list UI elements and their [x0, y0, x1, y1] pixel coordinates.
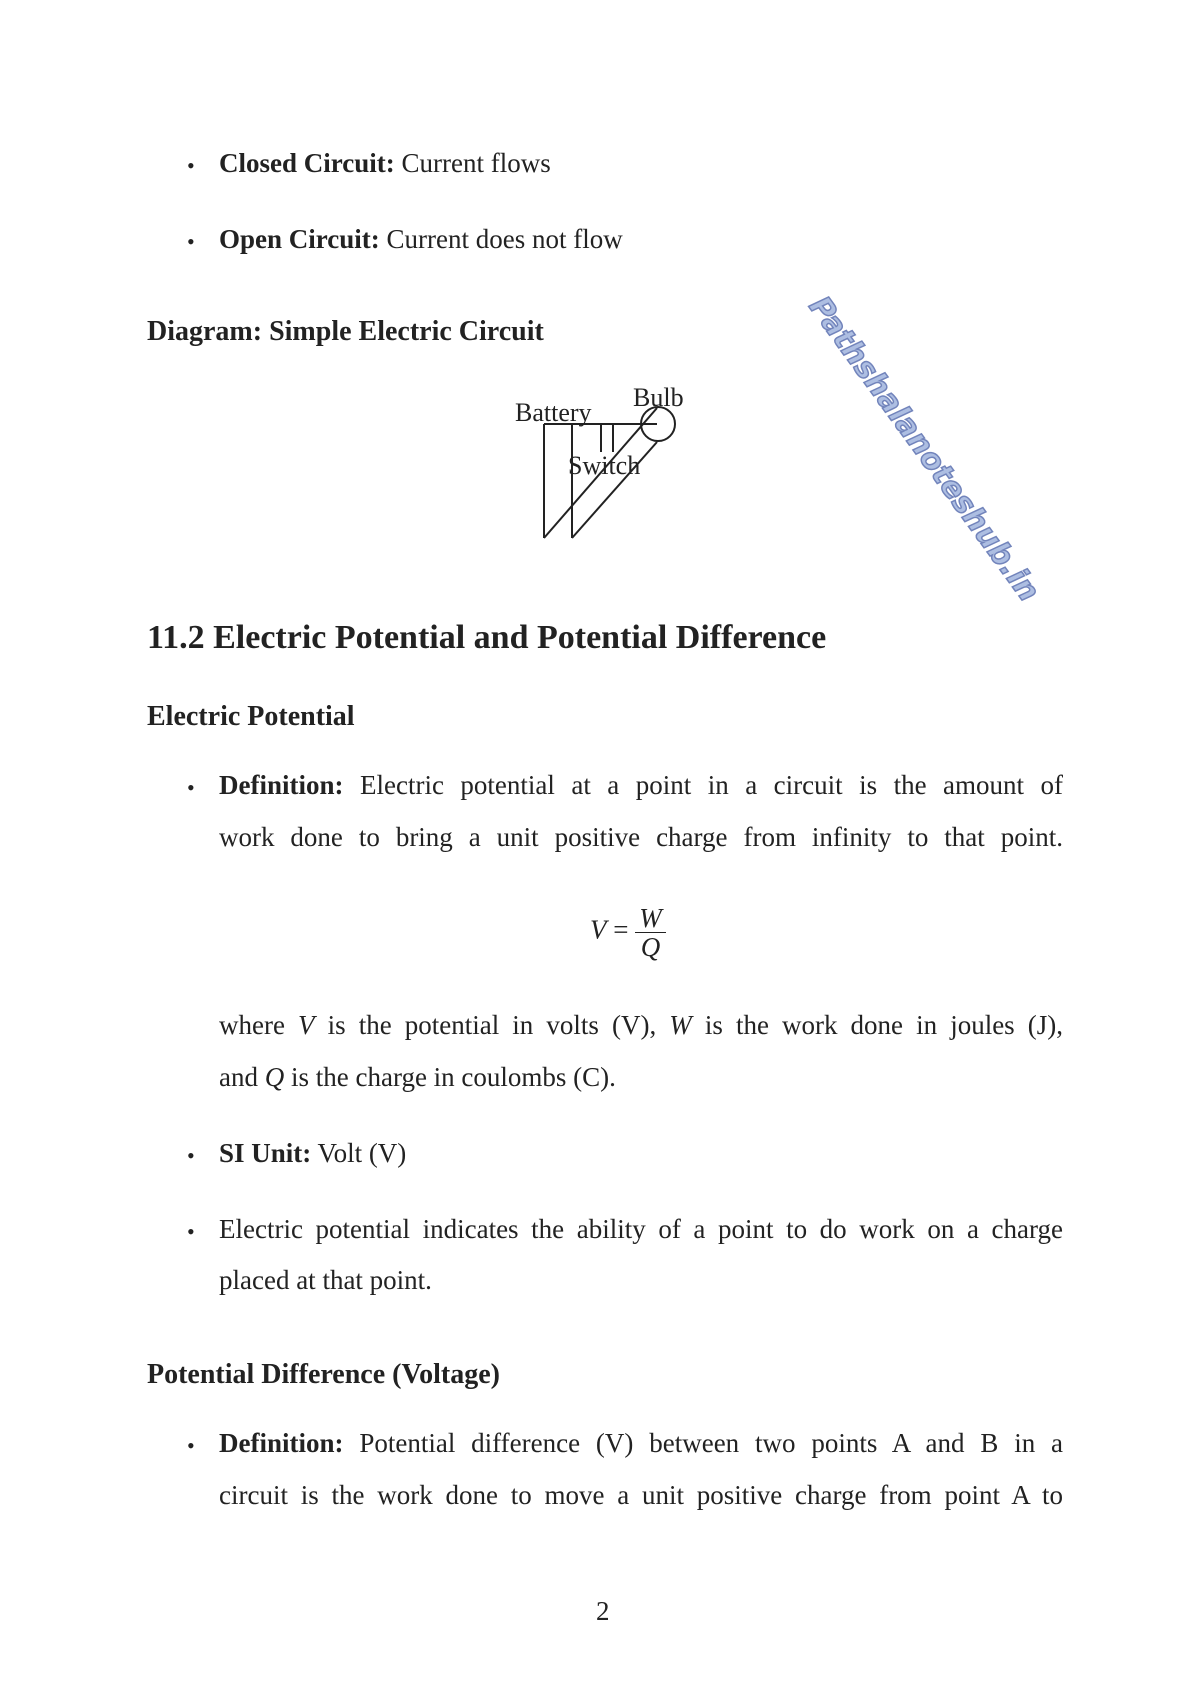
page-number: 2	[596, 1596, 610, 1626]
subsection-heading: Potential Difference (Voltage)	[147, 1359, 500, 1390]
t: Q	[264, 1062, 285, 1092]
definition-line: circuit is the work done to move a unit positive charge from point A to	[219, 1480, 1063, 1510]
definition-line: work done to bring a unit positive charge from infinity to that point.	[219, 822, 1063, 852]
denominator: Q	[640, 932, 661, 962]
t: V	[298, 1010, 315, 1040]
text: Electric potential at a point in a circuit is the amount of	[359, 770, 1064, 800]
subsection-heading: Electric Potential	[147, 701, 355, 732]
battery-label: Battery	[515, 398, 592, 427]
term: Closed Circuit:	[219, 148, 395, 178]
list-item-cont: placed at that point.	[219, 1265, 432, 1295]
bullet-icon: •	[187, 1219, 195, 1244]
term: Definition:	[219, 1428, 344, 1458]
term: SI Unit:	[219, 1138, 312, 1168]
circuit-diagram	[0, 0, 1200, 600]
diagram-heading: Diagram: Simple Electric Circuit	[147, 316, 544, 347]
list-item	[219, 1138, 406, 1169]
bullet-icon: •	[187, 1143, 195, 1168]
item-text: Volt (V)	[317, 1138, 407, 1168]
item-text: Current does not flow	[386, 224, 623, 254]
bullet-icon: •	[187, 1433, 195, 1458]
item-text: Current flows	[401, 148, 551, 178]
t: is the potential in volts (V),	[314, 1010, 670, 1040]
equals: =	[613, 914, 629, 945]
t: and	[219, 1062, 265, 1092]
formula-lhs: V	[590, 914, 607, 945]
bullet-icon: •	[187, 775, 195, 800]
t: where	[219, 1010, 299, 1040]
t: is the work done in joules (J),	[691, 1010, 1064, 1040]
switch-label: Switch	[568, 451, 641, 480]
definition-line	[219, 1428, 1063, 1459]
bulb-label: Bulb	[633, 383, 684, 412]
t: W	[669, 1010, 692, 1040]
term: Definition:	[219, 770, 344, 800]
bullet-icon: •	[187, 229, 195, 254]
numerator: W	[635, 904, 666, 933]
where-line	[219, 1062, 616, 1093]
term: Open Circuit:	[219, 224, 380, 254]
bullet-icon: •	[187, 153, 195, 178]
definition-line	[219, 770, 1063, 801]
text: Potential difference (V) between two points A and B in a	[359, 1428, 1064, 1458]
fraction	[635, 904, 666, 961]
list-item: Electric potential indicates the ability of a point to do work on a charge	[219, 1214, 1063, 1244]
formula	[590, 904, 666, 961]
where-line	[219, 1010, 1063, 1041]
watermark: Pathshalanoteshub.in	[801, 290, 1047, 609]
t: is the charge in coulombs (C).	[284, 1062, 616, 1092]
section-title: 11.2 Electric Potential and Potential Difference	[147, 619, 827, 656]
